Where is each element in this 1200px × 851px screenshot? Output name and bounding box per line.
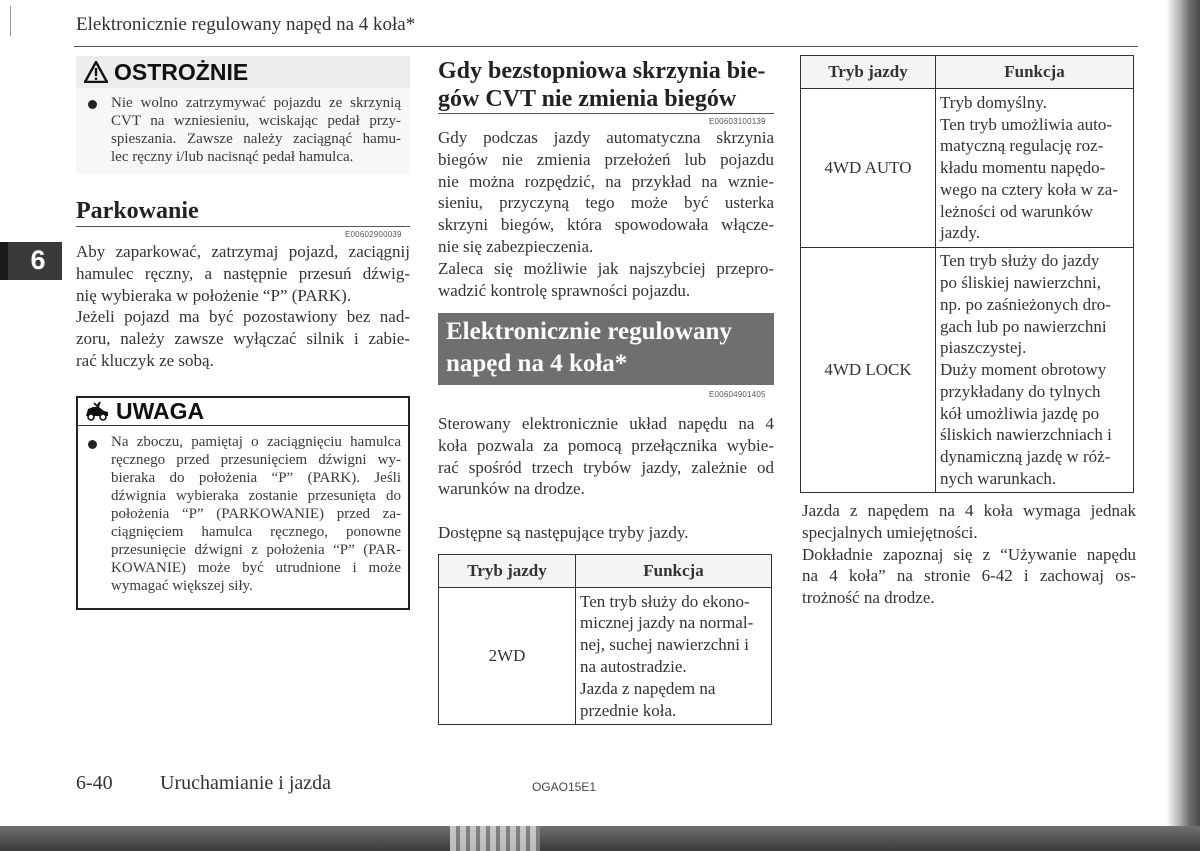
function-line: leżności od warunków (940, 201, 1093, 221)
cvt-heading (438, 57, 778, 113)
uwaga-title-text: UWAGA (116, 397, 205, 424)
right-line: specjalnych umiejętności. (802, 522, 978, 542)
function-cell (576, 588, 772, 725)
right-line: Jazda z napędem na 4 koła wymaga jednak (802, 501, 1136, 520)
mode-cell: 4WD AUTO (801, 89, 936, 248)
bottom-strip-mark (450, 826, 540, 851)
caution-text (111, 94, 401, 166)
chapter-number: 6 (30, 245, 46, 275)
cvt-rule (438, 113, 774, 114)
awd-intro-line: warunków na drodze. (438, 479, 585, 499)
awd-code: E00604901405 (709, 390, 766, 399)
mode-cell: 4WD LOCK (801, 248, 936, 493)
awd-intro (438, 413, 774, 500)
cvt-text (438, 127, 774, 301)
parking-line: Aby zaparkować, zatrzymaj pojazd, zaciągnij (76, 242, 410, 261)
function-line: matyczną regulację roz- (940, 136, 1104, 156)
function-line: przednie koła. (580, 700, 677, 720)
function-line: micznej jazdy na normal- (580, 613, 754, 633)
uwaga-line: dźwignia wybieraka zostanie przesunięta do (111, 488, 401, 504)
table-row (801, 89, 1134, 248)
car-damage-icon (84, 401, 110, 421)
parking-line: nię wybieraka w położenie “P” (PARK). (76, 285, 352, 305)
page-number: 6-40 (76, 772, 113, 794)
binding-shadow (1166, 0, 1200, 851)
cvt-line: nie się zabezpieczenia. (438, 236, 594, 256)
awd-intro-line: Sterowany elektronicznie układ napędu na 4 (438, 414, 774, 433)
cvt-line: skrzyni biegów, która spowodowała włącze- (438, 215, 774, 235)
uwaga-line: położenia “P” (PARKOWANIE) przed za- (111, 506, 401, 522)
parking-rule (76, 226, 410, 227)
uwaga-line: ręcznego przed przesunięciem dźwigni wy- (111, 452, 401, 468)
awd-intro-line: rać spośród trzech trybów jazdy, zależnie od (438, 457, 774, 477)
caution-line: CVT na wzniesieniu, wciskając pedał przy- (111, 113, 401, 129)
running-header: Elektronicznie regulowany napęd na 4 koła* (76, 14, 416, 35)
table-header-mode: Tryb jazdy (439, 555, 576, 588)
cvt-line: Zaleca się możliwie jak najszybciej przepro- (438, 258, 774, 278)
function-line: Jazda z napędem na (580, 678, 716, 698)
function-line: po śliskiej nawierzchni, (940, 272, 1101, 292)
header-rule (74, 46, 1138, 47)
parking-text (76, 241, 410, 372)
caution-title (84, 56, 248, 88)
caution-line: lec ręczny i/lub nacisnąć pedał hamulca. (111, 149, 354, 165)
uwaga-line: wymagać większej siły. (111, 578, 253, 594)
caution-bullet (88, 100, 97, 109)
uwaga-line: ciągnięciem hamulca ręcznego, ponowne (111, 524, 401, 540)
parking-line: hamulec ręczny, a następnie przesuń dźwig- (76, 263, 410, 283)
uwaga-line: bieraka do położenia “P” (PARK). Jeśli (111, 470, 401, 486)
parking-line: zoru, należy zawsze wyłączać silnik i zabie- (76, 329, 410, 349)
section-banner-title (446, 316, 766, 380)
uwaga-line: przesunięcie dźwigni z położenia “P” (PAR- (111, 542, 401, 558)
cvt-heading-line: Gdy bezstopniowa skrzynia bie- (438, 58, 766, 84)
function-cell (936, 89, 1134, 248)
cvt-line: biegów nie zmienia przełożeń lub pojazdu (438, 149, 774, 169)
function-line: kół umożliwia jazdę po (940, 403, 1100, 423)
cvt-heading-line: gów CVT nie zmienia biegów (438, 86, 737, 112)
function-line: gach lub po nawierzchni (940, 316, 1107, 336)
awd-intro-line: koła pozwala za pomocą przełącznika wybie- (438, 435, 774, 455)
function-line: nych warunkach. (940, 469, 1057, 489)
function-line: Duży moment obrotowy (940, 360, 1107, 380)
drive-mode-table-2 (800, 55, 1134, 493)
table-header-row (801, 56, 1134, 89)
mode-cell: 2WD (439, 588, 576, 725)
cvt-line: nie można rozpędzić, na przykład na wznie- (438, 171, 774, 191)
function-line: jazdy. (940, 223, 980, 243)
caution-line: spieszania. Zawsze należy zaciągnąć hamu- (111, 131, 401, 147)
margin-line (10, 6, 11, 36)
table-header-function: Funkcja (936, 56, 1134, 89)
cvt-line: wadzić kontrolę sprawności pojazdu. (438, 280, 691, 300)
uwaga-line: KOWANIE) może być utrudnione i może (111, 560, 401, 576)
parking-line: rać kluczyk ze sobą. (76, 350, 214, 370)
function-line: Ten tryb służy do ekono- (580, 591, 750, 611)
function-line: nej, suchej nawierzchni i (580, 635, 749, 655)
function-line: Ten tryb umożliwia auto- (940, 114, 1113, 134)
function-line: śliskich nawierzchniach i (940, 425, 1112, 445)
function-line: Tryb domyślny. (940, 92, 1047, 112)
right-line: na 4 koła” na stronie 6-42 i zachowaj os- (802, 566, 1136, 586)
function-cell (936, 248, 1134, 493)
table-header-row (439, 555, 772, 588)
uwaga-line: Na zboczu, pamiętaj o zaciągnięciu hamulca (111, 434, 401, 450)
warning-triangle-icon (84, 61, 108, 83)
drive-mode-table-1 (438, 554, 772, 725)
right-column-text (802, 500, 1136, 609)
function-line: piaszczystej. (940, 338, 1027, 358)
right-line: trożność na drodze. (802, 588, 935, 608)
modes-intro: Dostępne są następujące tryby jazdy. (438, 523, 689, 542)
uwaga-title-rule (76, 425, 410, 426)
table-header-mode: Tryb jazdy (801, 56, 936, 89)
table-row (439, 588, 772, 725)
cvt-code: E00603100139 (709, 117, 766, 126)
function-line: np. po zaśnieżonych dro- (940, 294, 1111, 314)
right-line: Dokładnie zapoznaj się z “Używanie napędu (802, 544, 1136, 564)
parking-code: E00602900039 (345, 230, 402, 239)
banner-line: napęd na 4 koła* (446, 350, 628, 377)
parking-heading: Parkowanie (76, 198, 199, 224)
table-row (801, 248, 1134, 493)
bottom-scan-strip (0, 826, 1200, 851)
cvt-line: Gdy podczas jazdy automatyczna skrzynia (438, 128, 774, 147)
footer-section-title: Uruchamianie i jazda (160, 772, 332, 794)
function-line: wego na cztery koła w za- (940, 179, 1118, 199)
uwaga-bullet (88, 440, 97, 449)
function-line: przykładany do tylnych (940, 381, 1101, 401)
caution-title-text: OSTROŻNIE (114, 58, 249, 85)
banner-line: Elektronicznie regulowany (446, 318, 732, 345)
table-header-function: Funkcja (576, 555, 772, 588)
uwaga-text (111, 433, 401, 595)
function-line: Ten tryb służy do jazdy (940, 251, 1100, 271)
footer-code: OGAO15E1 (532, 780, 597, 794)
parking-line: Jeżeli pojazd ma być pozostawiony bez nad- (76, 307, 410, 327)
cvt-line: sieniu, przyczyną tego może być usterka (438, 193, 774, 213)
function-line: dynamiczną jazdę w róż- (940, 447, 1111, 467)
function-line: na autostradzie. (580, 657, 687, 676)
function-line: kładu momentu napędo- (940, 158, 1106, 178)
caution-line: Nie wolno zatrzymywać pojazdu ze skrzynią (111, 95, 401, 111)
uwaga-title (84, 397, 204, 425)
chapter-tab (0, 242, 62, 280)
